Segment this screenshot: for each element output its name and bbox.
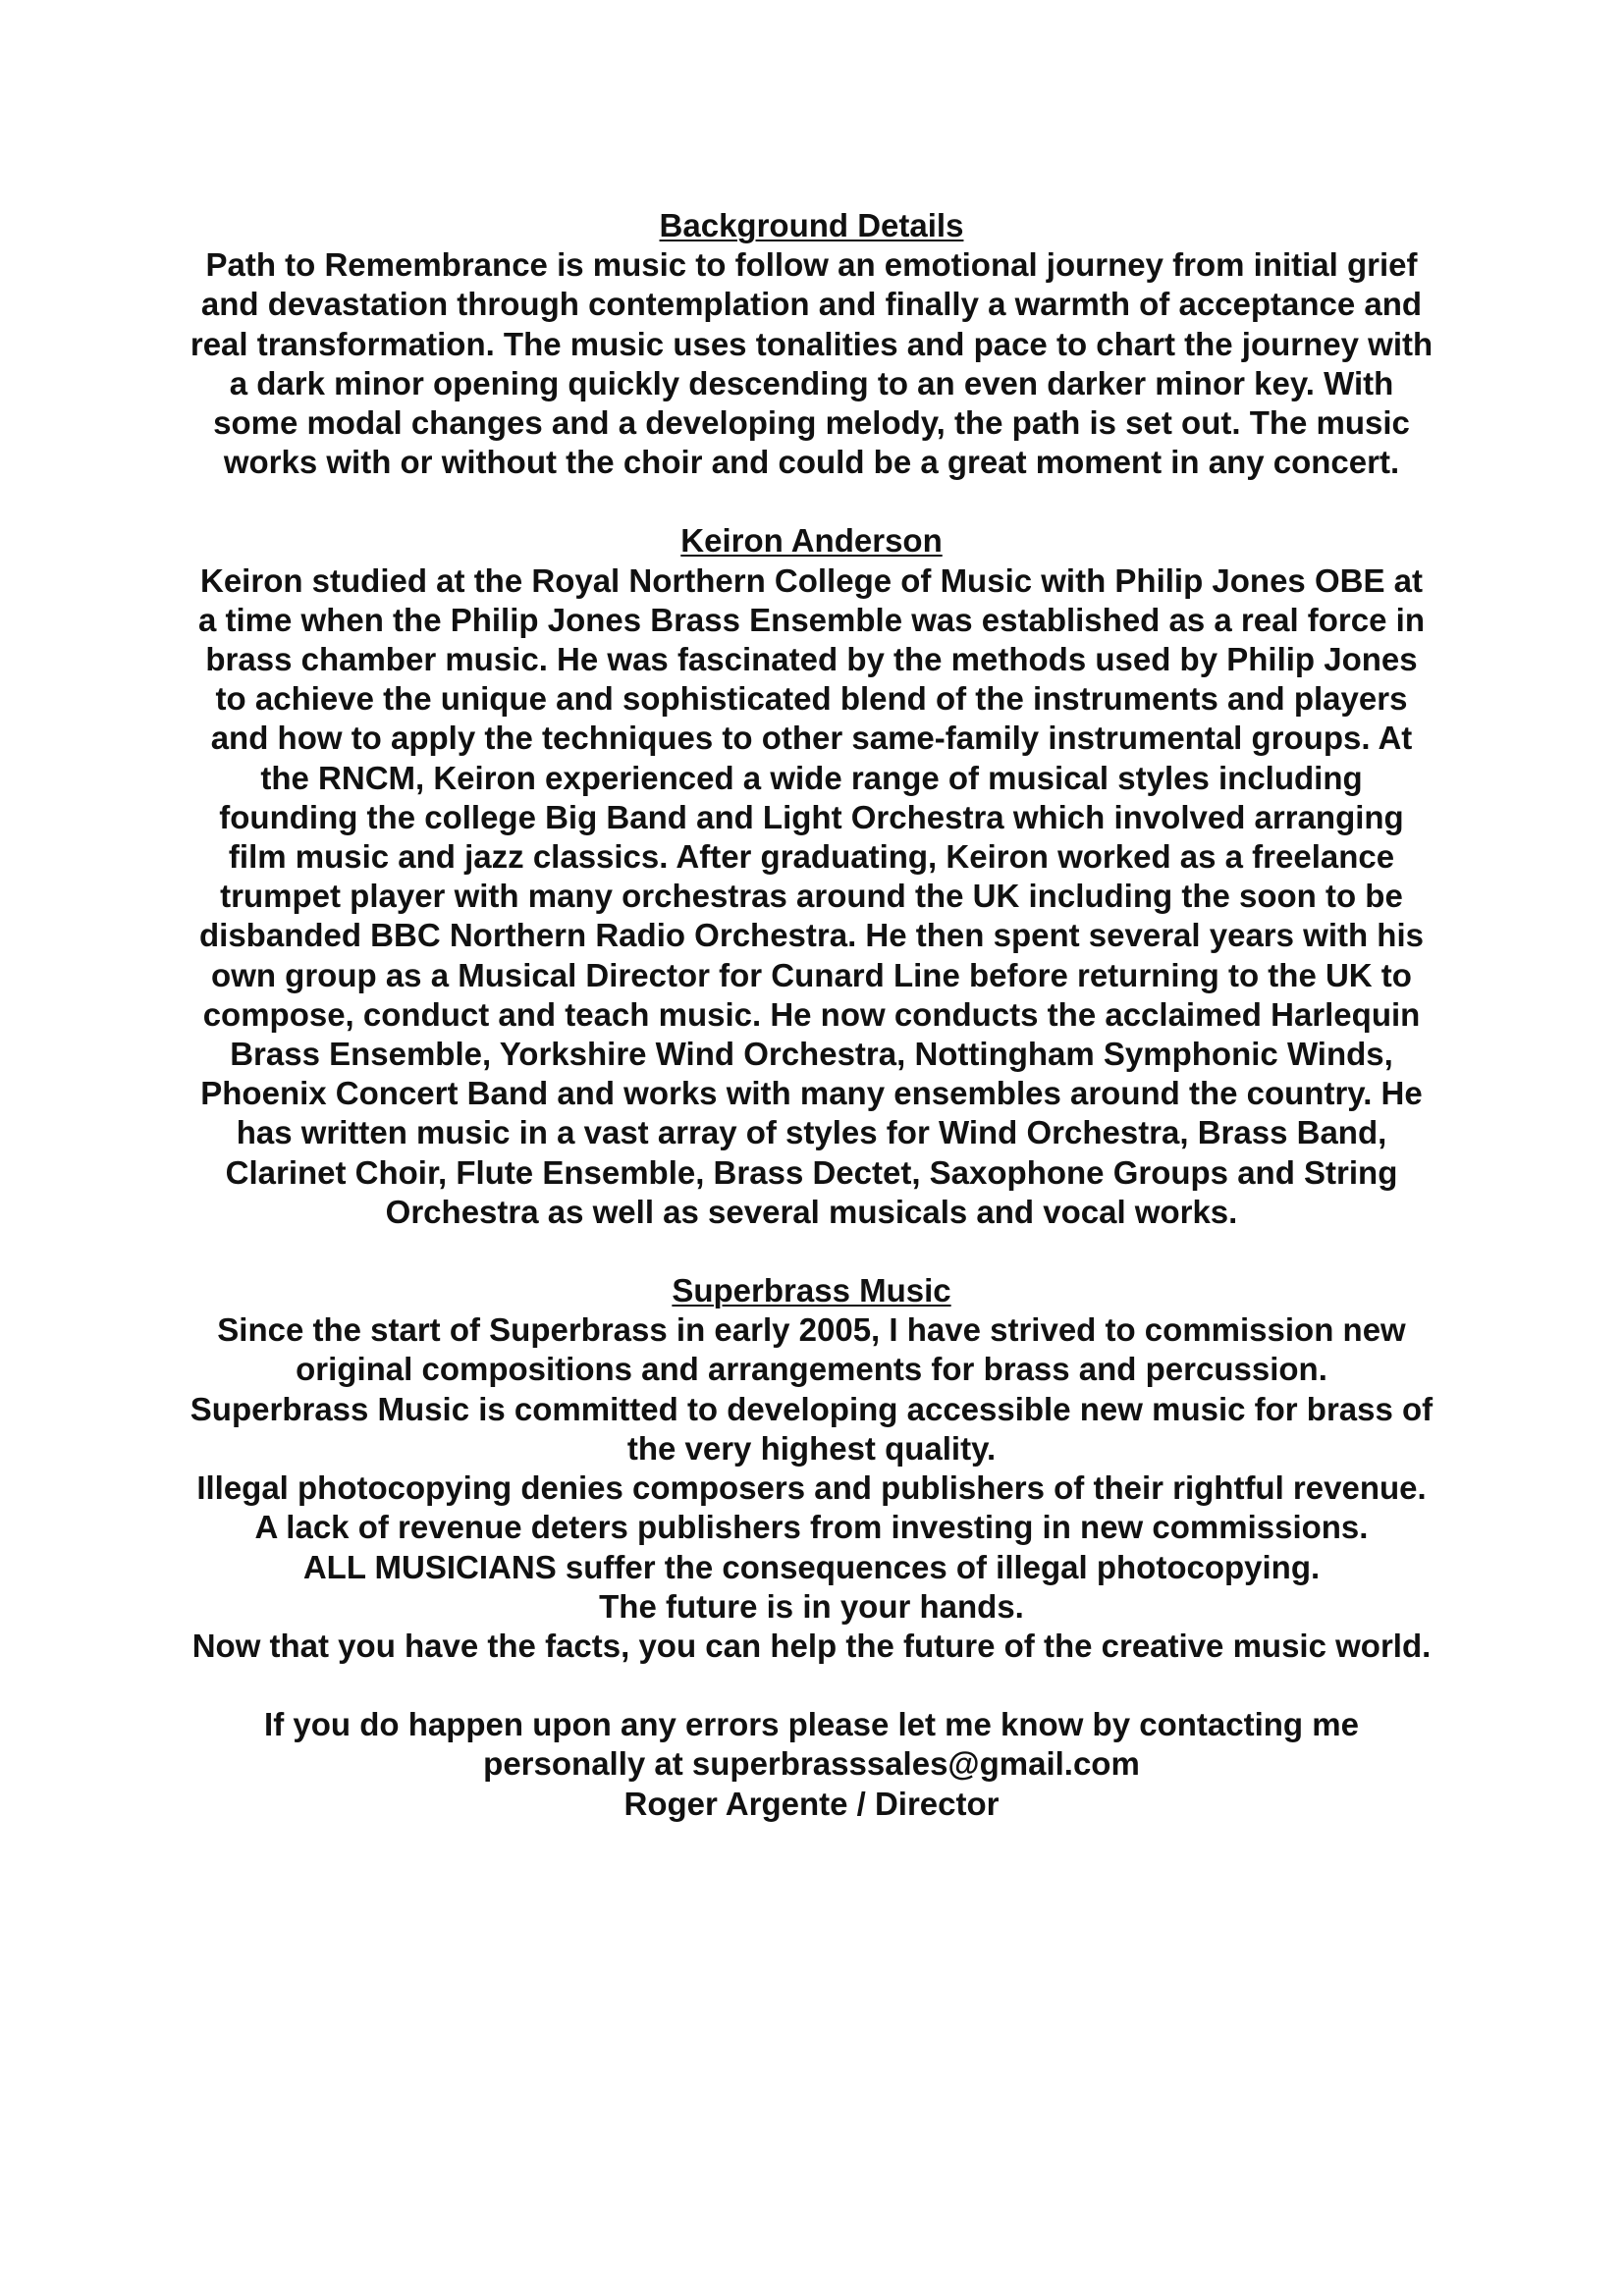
publisher-line: the very highest quality.	[626, 1429, 997, 1467]
composer-bio-line: Phoenix Concert Band and works with many ensembles around the country. He	[200, 1075, 1423, 1112]
background-line: works with or without the choir and could be a great moment in any concert.	[223, 444, 1400, 481]
publisher-line: Illegal photocopying denies composers and publishers of their rightful revenue.	[196, 1469, 1427, 1507]
composer-bio-line: a time when the Philip Jones Brass Ensemble was established as a real force in	[198, 601, 1425, 638]
publisher-section	[147, 1271, 1476, 1666]
composer-bio-line: the RNCM, Keiron experienced a wide range of musical styles including	[260, 759, 1363, 796]
composer-bio-line: founding the college Big Band and Light Orchestra which involved arranging	[219, 798, 1404, 835]
contact-line: If you do happen upon any errors please let me know by contacting me	[264, 1706, 1359, 1743]
publisher-line: original compositions and arrangements for brass and percussion.	[296, 1351, 1327, 1388]
composer-bio-line: Keiron studied at the Royal Northern College of Music with Philip Jones OBE at	[200, 561, 1423, 599]
composer-bio-line: has written music in a vast array of styles for Wind Orchestra, Brass Band,	[236, 1114, 1387, 1151]
background-line: real transformation. The music uses tonalities and pace to chart the journey with	[189, 325, 1434, 362]
composer-heading: Keiron Anderson	[680, 522, 943, 560]
background-details-section	[147, 206, 1476, 482]
contact-email-line: personally at superbrasssales@gmail.com	[483, 1745, 1140, 1783]
composer-bio-line: own group as a Musical Director for Cunard Line before returning to the UK to	[211, 956, 1412, 993]
composer-bio-line: brass chamber music. He was fascinated by the methods used by Philip Jones	[205, 641, 1418, 678]
composer-bio-line: compose, conduct and teach music. He now conducts the acclaimed Harlequin	[202, 995, 1421, 1033]
composer-bio-line: trumpet player with many orchestras around the UK including the soon to be	[220, 878, 1403, 915]
composer-bio-line: disbanded BBC Northern Radio Orchestra. He then spent several years with his	[199, 917, 1424, 954]
publisher-line: Superbrass Music is committed to developing accessible new music for brass of	[189, 1390, 1434, 1427]
signature-line: Roger Argente / Director	[623, 1785, 1000, 1822]
publisher-line: Now that you have the facts, you can help the future of the creative music world.	[191, 1627, 1432, 1664]
composer-bio-line: Orchestra as well as several musicals and vocal works.	[385, 1193, 1238, 1230]
background-line: a dark minor opening quickly descending to an even darker minor key. With	[229, 364, 1394, 401]
document-page	[147, 206, 1476, 1863]
composer-bio-line: and how to apply the techniques to other same-family instrumental groups. At	[210, 720, 1413, 757]
publisher-line: A lack of revenue deters publishers from investing in new commissions.	[254, 1509, 1369, 1546]
publisher-line: ALL MUSICIANS suffer the consequences of illegal photocopying.	[302, 1548, 1321, 1585]
composer-section	[147, 521, 1476, 1232]
composer-bio-line: to achieve the unique and sophisticated blend of the instruments and players	[215, 680, 1408, 718]
background-line: Path to Remembrance is music to follow an emotional journey from initial grief	[205, 246, 1418, 284]
composer-bio-line: Brass Ensemble, Yorkshire Wind Orchestra, Nottingham Symphonic Winds,	[230, 1036, 1393, 1073]
composer-bio-line: film music and jazz classics. After graduating, Keiron worked as a freelance	[228, 838, 1395, 876]
publisher-line: The future is in your hands.	[599, 1587, 1024, 1625]
background-line: and devastation through contemplation and finally a warmth of acceptance and	[200, 286, 1423, 323]
contact-section	[147, 1705, 1476, 1824]
composer-bio-line: Clarinet Choir, Flute Ensemble, Brass Dectet, Saxophone Groups and String	[225, 1153, 1398, 1191]
background-details-heading: Background Details	[659, 207, 964, 243]
publisher-heading: Superbrass Music	[672, 1272, 951, 1309]
background-line: some modal changes and a developing melody, the path is set out. The music	[213, 404, 1410, 442]
publisher-line: Since the start of Superbrass in early 2005, I have strived to commission new	[217, 1311, 1406, 1349]
